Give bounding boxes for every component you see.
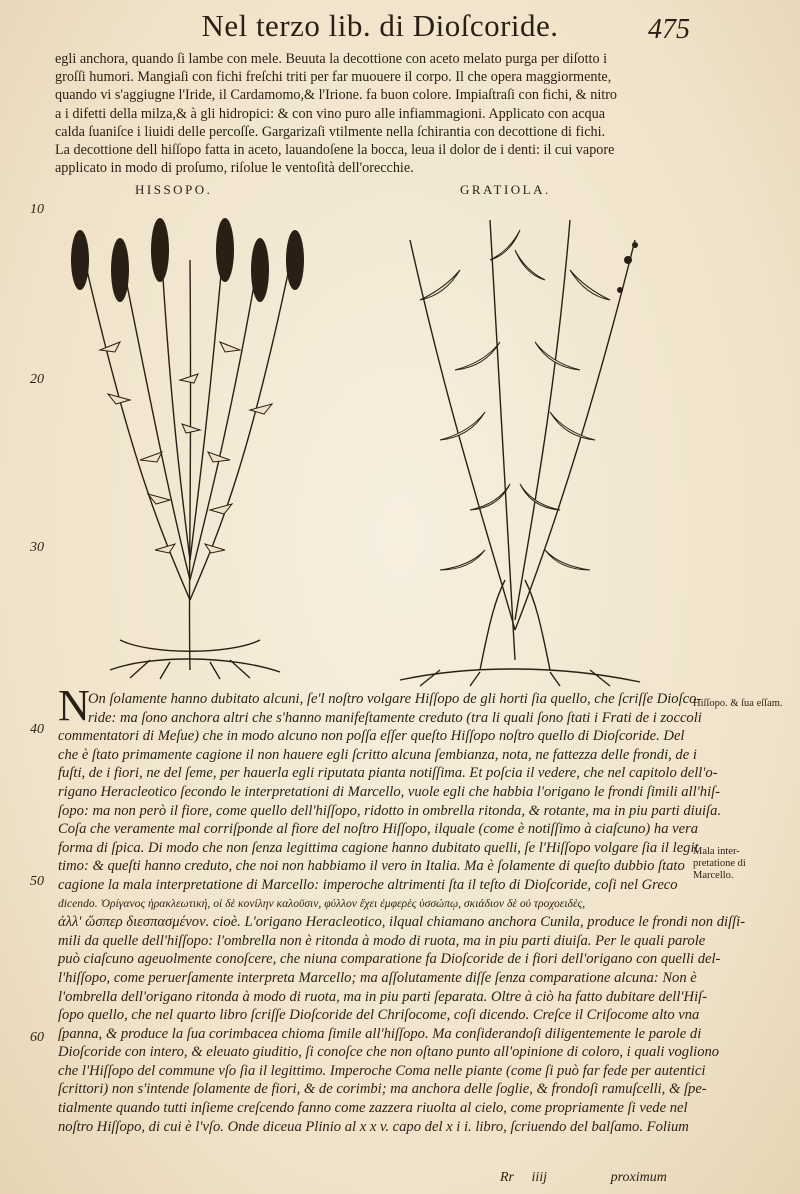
line-number: 60 bbox=[30, 1030, 44, 1045]
drop-capital: N bbox=[58, 681, 90, 730]
body-line: ſpanna, & produce la ſua corimbacea chioma ſimile all'hiſſopo. Ma conſiderandoſi diligentemente le parole di bbox=[58, 1025, 702, 1042]
body-line: ἀλλ' ὥσπερ διεσπασμένον. cioè. L'origano Heracleotico, ilqual chiamano anchora Cunila, produce le frondi non diſſi- bbox=[58, 914, 746, 931]
caption-hissopo: HISSOPO. bbox=[135, 182, 213, 197]
signature-line bbox=[500, 1170, 667, 1186]
body-line: l'ombrella dell'origano ritonda à modo di ruota, ma in piu parti ſeparata. Oltre à ciò ha fatto dubitare dell'Hiſ- bbox=[58, 988, 708, 1005]
body-line: fuſti, de i fiori, ne del ſeme, per hauerla egli riputata pianta notiſſima. Et poſcia il vedere, che nel capitolo dell'o- bbox=[58, 765, 718, 782]
intro-line: egli anchora, quando ſi lambe con mele. Beuuta la decottione con aceto melato purga per diſotto i bbox=[55, 51, 608, 67]
body-line: l'hiſſopo, come peruerſamente interpreta Marcello; ma aſſolutamente diſſe ſenza comparatione alcuna: Non è bbox=[58, 969, 697, 986]
body-line: On ſolamente hanno dubitato alcuni, ſe'l noſtro volgare Hiſſopo de gli horti ſia quello, che ſcriſſe Dioſco- bbox=[88, 691, 702, 707]
margin-note: Hiſſopo. & ſua eſſam. bbox=[693, 698, 783, 709]
margin-note: Mala inter- pretatione di Marcello. bbox=[693, 846, 746, 881]
line-number: 20 bbox=[30, 372, 44, 387]
body-line: noſtro Hiſſopo, di cui è l'vſo. Onde diceua Plinio al x x v. capo del x i i. libro, ſcriuendo del balſamo. Folium bbox=[58, 1118, 689, 1135]
body-line: rigano Heracleotico ſecondo le interpretationi di Marcello, vuole egli che habbia l'origano le frondi ſimili all'hiſ- bbox=[58, 783, 721, 800]
body-line: Coſa che veramente mal corriſponde al fiore del noſtro Hiſſopo, ilquale (come è notiſſimo à ciaſcuno) ha vera bbox=[58, 821, 699, 838]
body-line: che è ſtato primamente cagione il non hauere egli ſcritto alcuna ſembianza, nota, ne fattezza delle frondi, de i bbox=[58, 746, 697, 763]
intro-paragraph bbox=[55, 50, 675, 177]
line-number: 30 bbox=[30, 540, 44, 555]
body-line: Dioſcoride con intero, & eleuato giuditio, ſi conoſce che non oſtano punto all'opinione di coloro, i quali vogliono bbox=[58, 1044, 720, 1061]
body-line: ride: ma ſono anchora altri che s'hanno manifeſtamente creduto (tra li quali ſono ſtati i Frati de i zoccoli bbox=[88, 709, 702, 726]
body-line: può ciaſcuno ageuolmente conoſcere, che niuna comparatione fa Dioſcoride de i fiori dell'origano con quelli del- bbox=[58, 951, 721, 968]
body-line: forma di ſpica. Di modo che non ſenza legittima cagione hanno dubitato quelli, ſe l'Hiſſopo volgare ſia il legit bbox=[58, 839, 699, 856]
body-line: timo: & queſti hanno creduto, che noi non habbiamo il vero in Italia. Ma è ſolamente di queſto dubbio ſtato bbox=[58, 858, 685, 875]
intro-line: calda ſuaniſce i liuidi delle percoſſe. Gargarizaſi vtilmente nella ſchirantia con decottione di fichi. bbox=[55, 123, 606, 140]
intro-line: La decottione dell hiſſopo fatta in aceto, lauandoſene la bocca, leua il dolor de i denti: il cui vapore bbox=[55, 142, 615, 159]
catchword: proximum bbox=[610, 1170, 667, 1185]
line-number: 50 bbox=[30, 874, 44, 889]
line-number: 10 bbox=[30, 202, 44, 217]
body-line: ſopo quello, che nel quarto libro ſcriſſe Dioſcoride del Chriſocome, coſi dicendo. Creſce il Criſocome alto vna bbox=[58, 1007, 700, 1024]
running-head: Nel terzo lib. di Dioſcoride. bbox=[201, 8, 559, 43]
body-line-greek: dicendo. Ὀρίγανος ἡρακλεωτική, οἱ δὲ κονίλην καλοῦσιν, φύλλον ἔχει ἐμφερὲς ὑσσώπῳ, σκιάδιον δὲ οὐ τροχοειδὲς, bbox=[58, 896, 586, 910]
intro-line: applicato in modo di proſumo, riſolue le ventoſità dell'orecchie. bbox=[55, 160, 414, 177]
caption-gratiola: GRATIOLA. bbox=[460, 182, 551, 197]
body-line: ſopo: ma non però il fiore, come quello dell'hiſſopo, ridotto in ombrella ritonda, & rotante, ma in piu parti diuiſa. bbox=[58, 802, 722, 819]
body-line: commentatori di Meſue) che in modo alcuno non poſſa eſſer queſto Hiſſopo noſtro quello di Dioſcoride. Del bbox=[58, 728, 685, 745]
signature-number: iiij bbox=[531, 1170, 548, 1185]
body-line: ſcrittori) non s'intende ſolamente de fiori, & de corimbi; ma anchora delle ſoglie, & frondoſi ramuſcelli, & ſpe- bbox=[58, 1081, 707, 1098]
line-number: 40 bbox=[30, 722, 44, 737]
body-line: tialmente quando tutti inſieme creſcendo fanno come zazzera riuolta al cielo, come propriamente ſi vede nel bbox=[58, 1100, 688, 1117]
intro-line: quando vi s'aggiugne l'Iride, il Cardamomo,& l'Irione. fa buon colore. Impiaſtraſi con fichi, & nitro bbox=[55, 87, 618, 104]
body-line: mili da quelle dell'hiſſopo: l'ombrella non è ritonda à modo di ruota, ma in piu parti diuiſa. Per le quali parole bbox=[58, 932, 706, 949]
intro-line: groſſi humori. Mangiaſi con fichi freſchi triti per far muouere il corpo. Il che opera maggiormente, bbox=[55, 69, 612, 86]
hissopo-woodcut bbox=[60, 200, 320, 680]
body-line: cagione la mala interpretatione di Marcello: imperoche altrimenti ſta il teſto di Dioſcoride, coſi nel Greco bbox=[58, 876, 678, 893]
intro-line: a i difetti della milza,& à gli hidropici: & con vino puro alle infiammagioni. Applicato con acqua bbox=[55, 105, 606, 122]
body-line: che l'Hiſſopo del commune vſo ſia il legittimo. Imperoche Coma nelle piante (come ſi può far fede per autentici bbox=[58, 1062, 706, 1079]
signature-mark: Rr bbox=[500, 1170, 514, 1185]
gratiola-woodcut bbox=[380, 200, 650, 688]
folio-number: 475 bbox=[648, 14, 690, 45]
